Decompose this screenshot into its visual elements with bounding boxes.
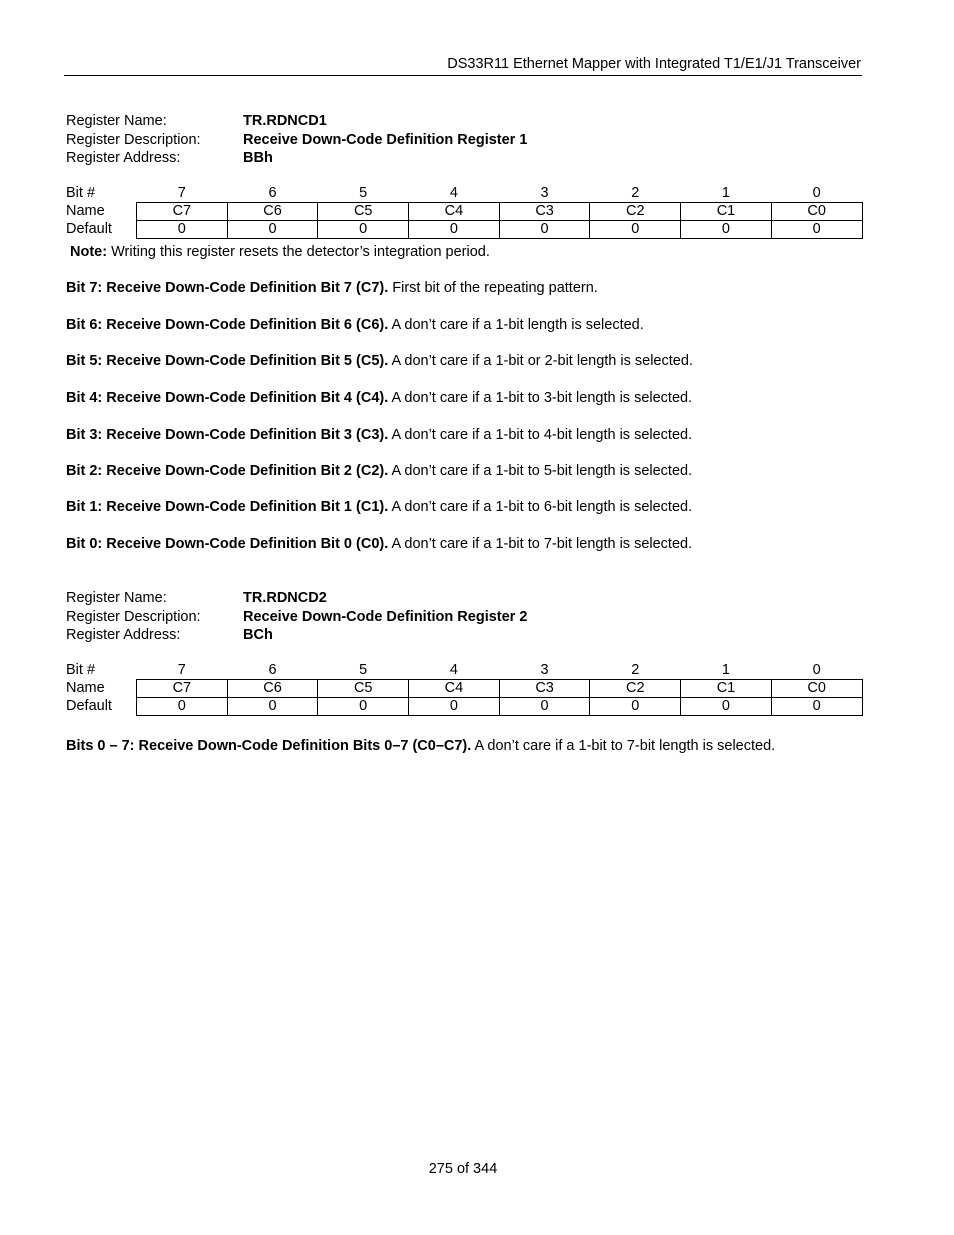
bit-name-row	[64, 203, 862, 221]
row-label: Bit #	[66, 185, 96, 202]
bit-description	[66, 498, 692, 516]
bit-description-text: A don’t care if a 1-bit to 6-bit length is selected.	[388, 499, 693, 515]
bit-description	[66, 279, 598, 297]
bit-number-cell: 3	[540, 185, 549, 201]
bit-number-cell: 3	[540, 662, 549, 678]
register1-bit-table	[64, 185, 863, 239]
row-label: Name	[66, 203, 105, 219]
bit-name-cell: C0	[771, 680, 862, 698]
register-address-label: Register Address:	[66, 150, 181, 166]
register-description-label: Register Description:	[66, 131, 201, 148]
bit-number-cell: 6	[268, 662, 277, 678]
bit-description-text: A don’t care if a 1-bit to 4-bit length is selected.	[388, 427, 693, 443]
bit-description-title: Bit 4: Receive Down-Code Definition Bit 4 (C4).	[66, 390, 389, 406]
register1-name-row	[66, 112, 766, 131]
register1-info	[66, 112, 766, 168]
bit-default-cell: 0	[227, 698, 318, 716]
register2-address-row	[66, 626, 766, 645]
bit-description-title: Bit 7: Receive Down-Code Definition Bit 7 (C7).	[66, 280, 389, 296]
bit-default-cell: 0	[318, 221, 409, 239]
register2-name-row	[66, 589, 766, 608]
document-header: DS33R11 Ethernet Mapper with Integrated T1/E1/J1 Transceiver	[447, 56, 861, 72]
bit-name-cell: C3	[499, 680, 590, 698]
bit-default-cell: 0	[499, 221, 590, 239]
bit-default-cell: 0	[137, 221, 228, 239]
bit-default-cell: 0	[318, 698, 409, 716]
bit-description-text: A don’t care if a 1-bit length is selected.	[388, 317, 644, 333]
bit-description-title: Bit 6: Receive Down-Code Definition Bit 6 (C6).	[66, 317, 389, 333]
bit-default-row	[64, 221, 862, 239]
bit-description	[66, 352, 693, 370]
bit-default-cell: 0	[590, 698, 681, 716]
bit-name-cell: C3	[499, 203, 590, 221]
bit-description	[66, 426, 692, 444]
register-description-value: Receive Down-Code Definition Register 1	[243, 131, 528, 148]
bit-number-cell: 2	[631, 185, 640, 201]
register2-description-row	[66, 608, 766, 627]
bit-name-cell: C0	[771, 203, 862, 221]
register-name-value: TR.RDNCD1	[243, 113, 327, 129]
bit-description	[66, 535, 692, 553]
bit-name-cell: C4	[409, 680, 500, 698]
register-description-value: Receive Down-Code Definition Register 2	[243, 608, 528, 625]
bit-default-cell: 0	[137, 698, 228, 716]
bit-description	[66, 737, 775, 755]
bit-default-cell: 0	[590, 221, 681, 239]
row-label: Default	[66, 221, 112, 237]
bit-default-cell: 0	[227, 221, 318, 239]
bit-description-title: Bit 3: Receive Down-Code Definition Bit 3 (C3).	[66, 427, 389, 443]
bit-default-cell: 0	[771, 698, 862, 716]
bit-number-cell: 1	[721, 185, 730, 201]
bit-default-cell: 0	[409, 221, 500, 239]
bit-name-cell: C4	[409, 203, 500, 221]
bit-number-cell: 0	[812, 662, 821, 678]
register-name-label: Register Name:	[66, 113, 167, 129]
note-label: Note:	[70, 244, 108, 260]
bit-description	[66, 462, 692, 480]
register2-bit-table	[64, 662, 863, 716]
bit-number-cell: 1	[721, 662, 730, 678]
bit-number-cell: 7	[177, 185, 186, 201]
bit-description-title: Bit 5: Receive Down-Code Definition Bit 5 (C5).	[66, 353, 389, 369]
bit-number-cell: 6	[268, 185, 277, 201]
bit-description	[66, 316, 644, 334]
register-name-label: Register Name:	[66, 590, 167, 606]
bit-name-cell: C1	[681, 680, 772, 698]
register-description-label: Register Description:	[66, 608, 201, 625]
register1-note	[70, 243, 490, 261]
bit-name-cell: C2	[590, 680, 681, 698]
register2-info	[66, 589, 766, 645]
header-divider	[64, 75, 862, 76]
bit-default-cell: 0	[499, 698, 590, 716]
bit-default-row	[64, 698, 862, 716]
bit-number-cell: 0	[812, 185, 821, 201]
bit-number-cell: 5	[359, 662, 368, 678]
bit-name-cell: C7	[137, 203, 228, 221]
bit-description-text: A don’t care if a 1-bit or 2-bit length is selected.	[388, 353, 693, 369]
bit-name-cell: C6	[227, 680, 318, 698]
bit-number-row	[64, 185, 862, 203]
bit-default-cell: 0	[681, 698, 772, 716]
register-address-value: BCh	[243, 627, 273, 643]
bit-description-text: A don’t care if a 1-bit to 5-bit length is selected.	[388, 463, 693, 479]
bit-name-row	[64, 680, 862, 698]
bit-name-cell: C5	[318, 203, 409, 221]
bit-name-cell: C7	[137, 680, 228, 698]
bit-number-cell: 7	[177, 662, 186, 678]
bit-name-cell: C2	[590, 203, 681, 221]
bit-description-text: A don’t care if a 1-bit to 7-bit length is selected.	[388, 536, 693, 552]
row-label: Default	[66, 698, 112, 714]
note-text: Writing this register resets the detector’s integration period.	[107, 244, 490, 260]
bit-default-cell: 0	[409, 698, 500, 716]
bit-description-title: Bit 2: Receive Down-Code Definition Bit 2 (C2).	[66, 463, 389, 479]
bit-number-row	[64, 662, 862, 680]
bit-number-cell: 2	[631, 662, 640, 678]
register-address-label: Register Address:	[66, 627, 181, 643]
bit-number-cell: 5	[359, 185, 368, 201]
page-number: 275 of 344	[428, 1161, 498, 1177]
row-label: Bit #	[66, 662, 96, 679]
register-address-value: BBh	[243, 150, 273, 166]
register1-description-row	[66, 131, 766, 150]
bit-number-cell: 4	[449, 662, 458, 678]
bit-description-title: Bit 1: Receive Down-Code Definition Bit 1 (C1).	[66, 499, 389, 515]
bit-name-cell: C5	[318, 680, 409, 698]
bit-description-text: A don’t care if a 1-bit to 7-bit length is selected.	[471, 738, 776, 754]
bit-description-text: A don’t care if a 1-bit to 3-bit length is selected.	[388, 390, 693, 406]
row-label: Name	[66, 680, 105, 696]
bit-description-text: First bit of the repeating pattern.	[388, 280, 598, 296]
bit-number-cell: 4	[449, 185, 458, 201]
bit-description-title: Bit 0: Receive Down-Code Definition Bit 0 (C0).	[66, 536, 389, 552]
bit-description-title: Bits 0 – 7: Receive Down-Code Definition Bits 0–7 (C0–C7).	[66, 738, 472, 754]
bit-default-cell: 0	[771, 221, 862, 239]
bit-name-cell: C1	[681, 203, 772, 221]
register-name-value: TR.RDNCD2	[243, 590, 327, 606]
register1-address-row	[66, 149, 766, 168]
bit-default-cell: 0	[681, 221, 772, 239]
bit-description	[66, 389, 692, 407]
bit-name-cell: C6	[227, 203, 318, 221]
